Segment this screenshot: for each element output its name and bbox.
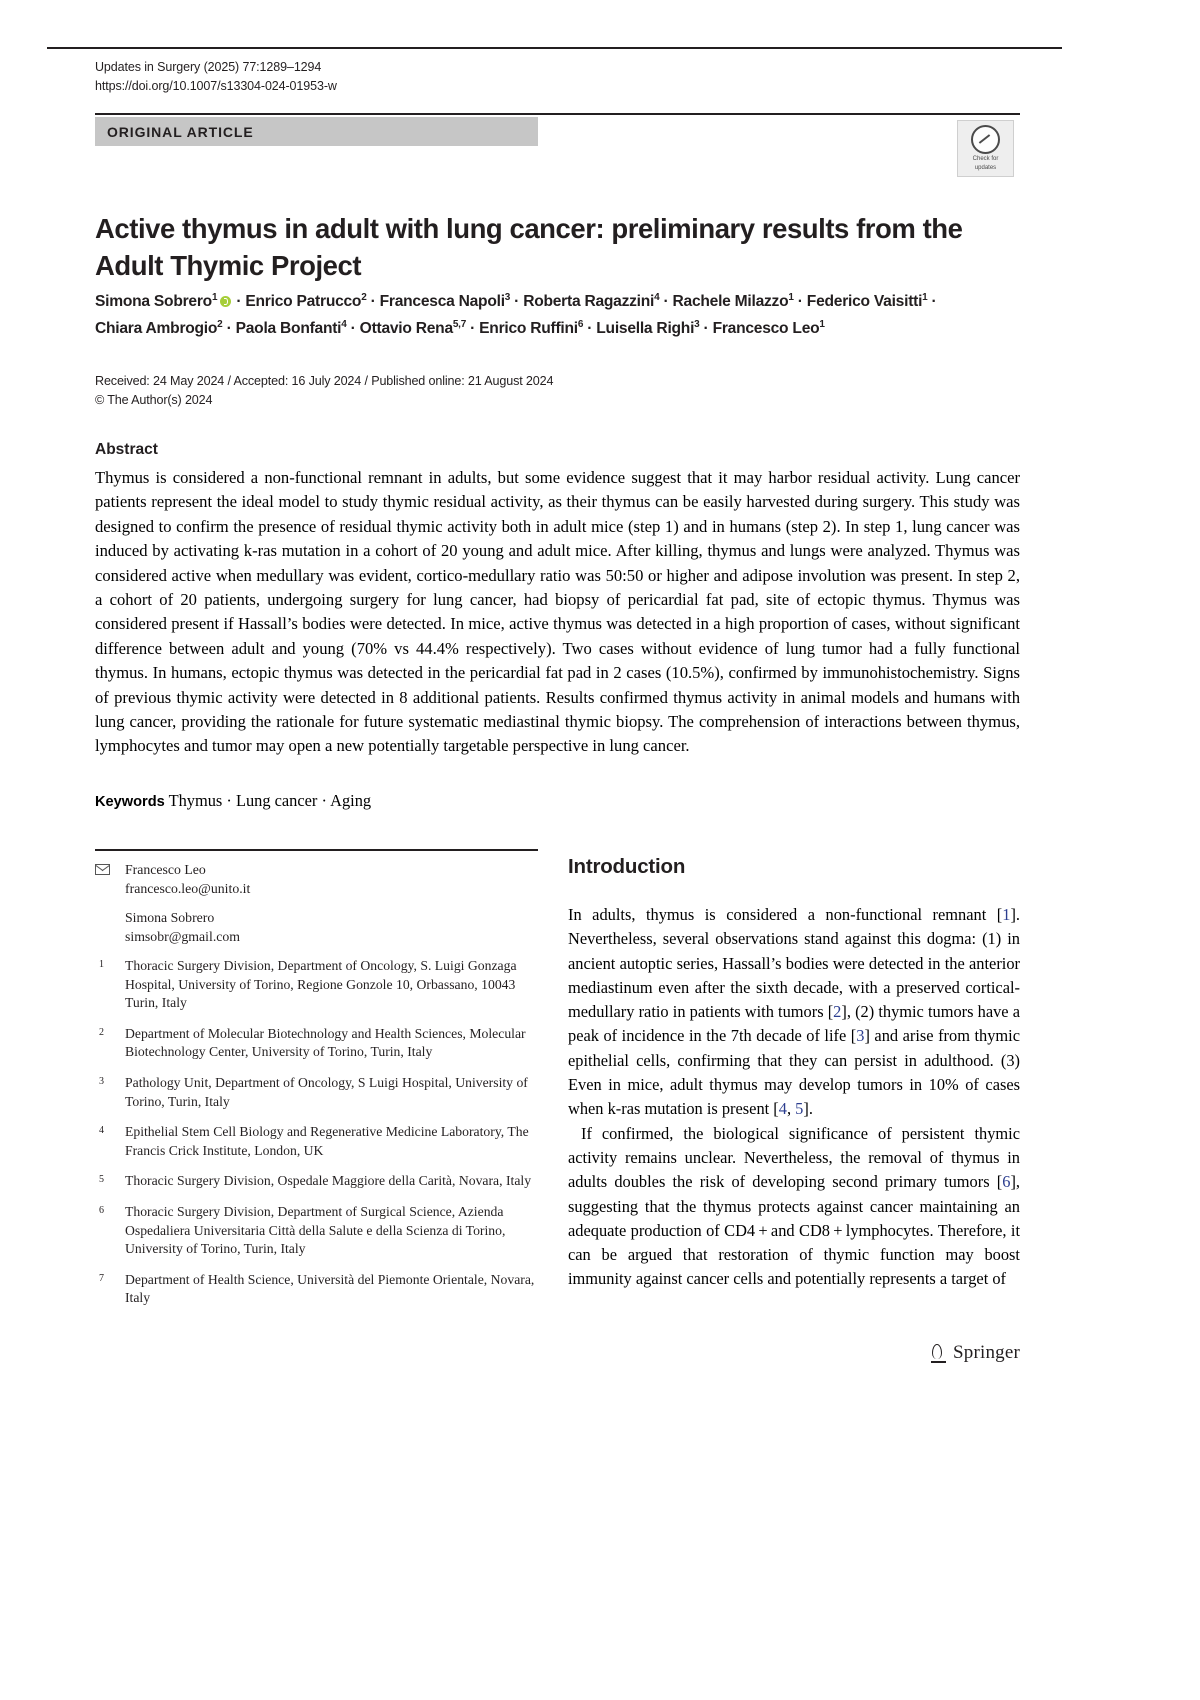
affiliations-list	[95, 957, 550, 1320]
affiliation-item	[95, 1271, 550, 1308]
article-type-banner	[95, 117, 538, 146]
keywords-row	[95, 791, 795, 811]
author-line-2: Chiara Ambrogio$^2$ · Paola Bonfanti$^4$ · Ottavio Rena$^{5,7}$ · Enrico Ruffini$^6$ · Luisella Righi$^3$ · Francesco Leo$^1$	[95, 318, 825, 337]
doi-link[interactable]: https://doi.org/10.1007/s13304-024-01953-w	[95, 79, 337, 93]
abstract-heading: Abstract	[95, 441, 158, 458]
top-divider	[47, 47, 1062, 49]
affiliation-number: 6	[99, 1204, 104, 1216]
article-type-label: ORIGINAL ARTICLE	[107, 123, 254, 140]
affiliation-number: 7	[99, 1272, 104, 1284]
correspondence-block	[95, 861, 545, 957]
affiliation-text: Epithelial Stem Cell Biology and Regenerative Medicine Laboratory, The Francis Crick Institute, London, UK	[125, 1124, 529, 1158]
crossmark-icon	[971, 125, 1000, 154]
affiliation-item	[95, 1123, 550, 1160]
correspondence-email[interactable]: francesco.leo@unito.it	[125, 880, 251, 896]
banner-divider	[95, 113, 1020, 115]
correspondence-email[interactable]: simsobr@gmail.com	[125, 928, 241, 944]
affiliation-number: 2	[99, 1026, 104, 1038]
affiliation-item	[95, 1074, 550, 1111]
author-list	[95, 288, 1020, 342]
affiliation-text: Department of Health Science, Università del Piemonte Orientale, Novara, Italy	[125, 1271, 535, 1306]
affiliation-text: Thoracic Surgery Division, Department of Oncology, S. Luigi Gonzaga Hospital, University of Torino, Regione Gonzole 10, Orbassano, 10043 Turin, Italy	[125, 958, 517, 1011]
affiliation-text: Department of Molecular Biotechnology and Health Sciences, Molecular Biotechnology Center, University of Torino, Turin, Italy	[125, 1025, 526, 1060]
correspondence-name: Francesco Leo	[125, 862, 206, 877]
publication-dates	[95, 372, 795, 410]
publisher-name: Springer	[953, 1342, 1021, 1363]
journal-header	[95, 58, 895, 96]
affiliation-number: 1	[99, 959, 104, 970]
envelope-icon	[95, 864, 110, 875]
crossmark-label-line1: Check for	[972, 156, 999, 162]
correspondence-entry	[95, 861, 545, 898]
author-line-1: Simona Sobrero$^1$ · Enrico Patrucco$^2$ · Francesca Napoli$^3$ · Roberta Ragazzini$^4$ · Rachele Milazzo$^1$ · Federico Vaisitti$^1$ ·	[95, 291, 937, 310]
affiliation-item	[95, 1203, 550, 1259]
affiliation-item	[95, 1172, 550, 1191]
crossmark-badge[interactable]	[957, 120, 1014, 177]
affiliation-text: Thoracic Surgery Division, Department of Surgical Science, Azienda Ospedaliera Universitaria Città della Salute e della Scienza di Torino, University of Torino, Turin, Italy	[125, 1203, 506, 1257]
page-title: Active thymus in adult with lung cancer: preliminary results from the Adult Thymic Project	[95, 213, 963, 282]
affiliation-number: 4	[99, 1125, 104, 1137]
springer-mark-icon	[930, 1343, 947, 1364]
keywords-terms: Thymus · Lung cancer · Aging	[168, 791, 372, 810]
affiliation-item	[95, 957, 550, 1013]
received-accepted-published: Received: 24 May 2024 / Accepted: 16 July 2024 / Published online: 21 August 2024	[95, 374, 554, 388]
introduction-paragraph-2: If confirmed, the biological significance of persistent thymic activity remains unclear. Nevertheless, the removal of thymus in adults doubles the risk of developing second primary tumors [6], suggesting that the thymus protects against cancer maintaining an adequate production of CD4 + and CD8 + lymphocytes. Therefore, it can be argued that restoration of thymic function may boost immunity against cancer cells and potentially represents a target of	[568, 1123, 1020, 1289]
publisher-logo	[930, 1342, 1020, 1364]
correspondence-divider	[95, 849, 538, 851]
abstract-text: Thymus is considered a non-functional remnant in adults, but some evidence suggest that it may harbor residual activity. Lung cancer patients represent the ideal model to study thymic residual activity, as their thymus can be easily harvested during surgery. This study was designed to confirm the presence of residual thymic activity both in adult mice (step 1) and in humans (step 2). In step 1, lung cancer was induced by activating k-ras mutation in a cohort of 20 young and adult mice. After killing, thymus and lungs were analyzed. Thymus was considered active when medullary was evident, cortico-medullary ratio was 50:50 or higher and adipose involution was present. In step 2, a cohort of 20 patients, undergoing surgery for lung cancer, had biopsy of pericardial fat pad, site of ectopic thymus. Thymus was considered present if Hassall’s bodies were detected. In mice, active thymus was detected in a high proportion of cases, without significant difference between adult and young (70% vs 44.4% respectively). Two cases without evidence of lung tumor had a fully functional thymus. In humans, ectopic thymus was detected in the pericardial fat pad in 2 cases (10.5%), confirmed by immunohistochemistry. Signs of previous thymic activity were detected in 8 additional patients. Results confirmed thymus activity in animal models and humans with lung cancer, providing the rationale for future systematic mediastinal thymic biopsy. The comprehension of interactions between thymus, lymphocytes and tumor may open a new potentially targetable perspective in lung cancer.	[95, 468, 1020, 756]
affiliation-text: Pathology Unit, Department of Oncology, S Luigi Hospital, University of Torino, Turin, Italy	[125, 1074, 528, 1109]
correspondence-name: Simona Sobrero	[125, 910, 215, 925]
affiliation-item	[95, 1025, 550, 1062]
introduction-paragraph-1: In adults, thymus is considered a non-functional remnant [1]. Nevertheless, several observations stand against this dogma: (1) in ancient autoptic series, Hassall’s bodies were detected in the anterior mediastinum even after the sixth decade, with a preserved cortical- medullary ratio in patients with tumors [2], (2) thymic tumors have a peak of incidence in the 7th decade of life [3] and arise from thymic epithelial cells, confirming that they can persist in adulthood. (3) Even in mice, adult thymus may develop tumors in 10% of cases when k-ras mutation is present [4, 5].	[568, 905, 1020, 1119]
introduction-body	[568, 903, 1020, 1292]
affiliation-number: 3	[99, 1075, 104, 1087]
affiliation-number: 5	[99, 1174, 104, 1186]
keywords-label: Keywords	[95, 794, 165, 810]
introduction-heading: Introduction	[568, 855, 686, 878]
journal-citation: Updates in Surgery (2025) 77:1289–1294	[95, 60, 322, 74]
affiliation-text: Thoracic Surgery Division, Ospedale Maggiore della Carità, Novara, Italy	[125, 1173, 532, 1189]
correspondence-entry	[95, 909, 545, 946]
crossmark-label-line2: updates	[974, 165, 997, 171]
copyright-line: © The Author(s) 2024	[95, 393, 213, 407]
